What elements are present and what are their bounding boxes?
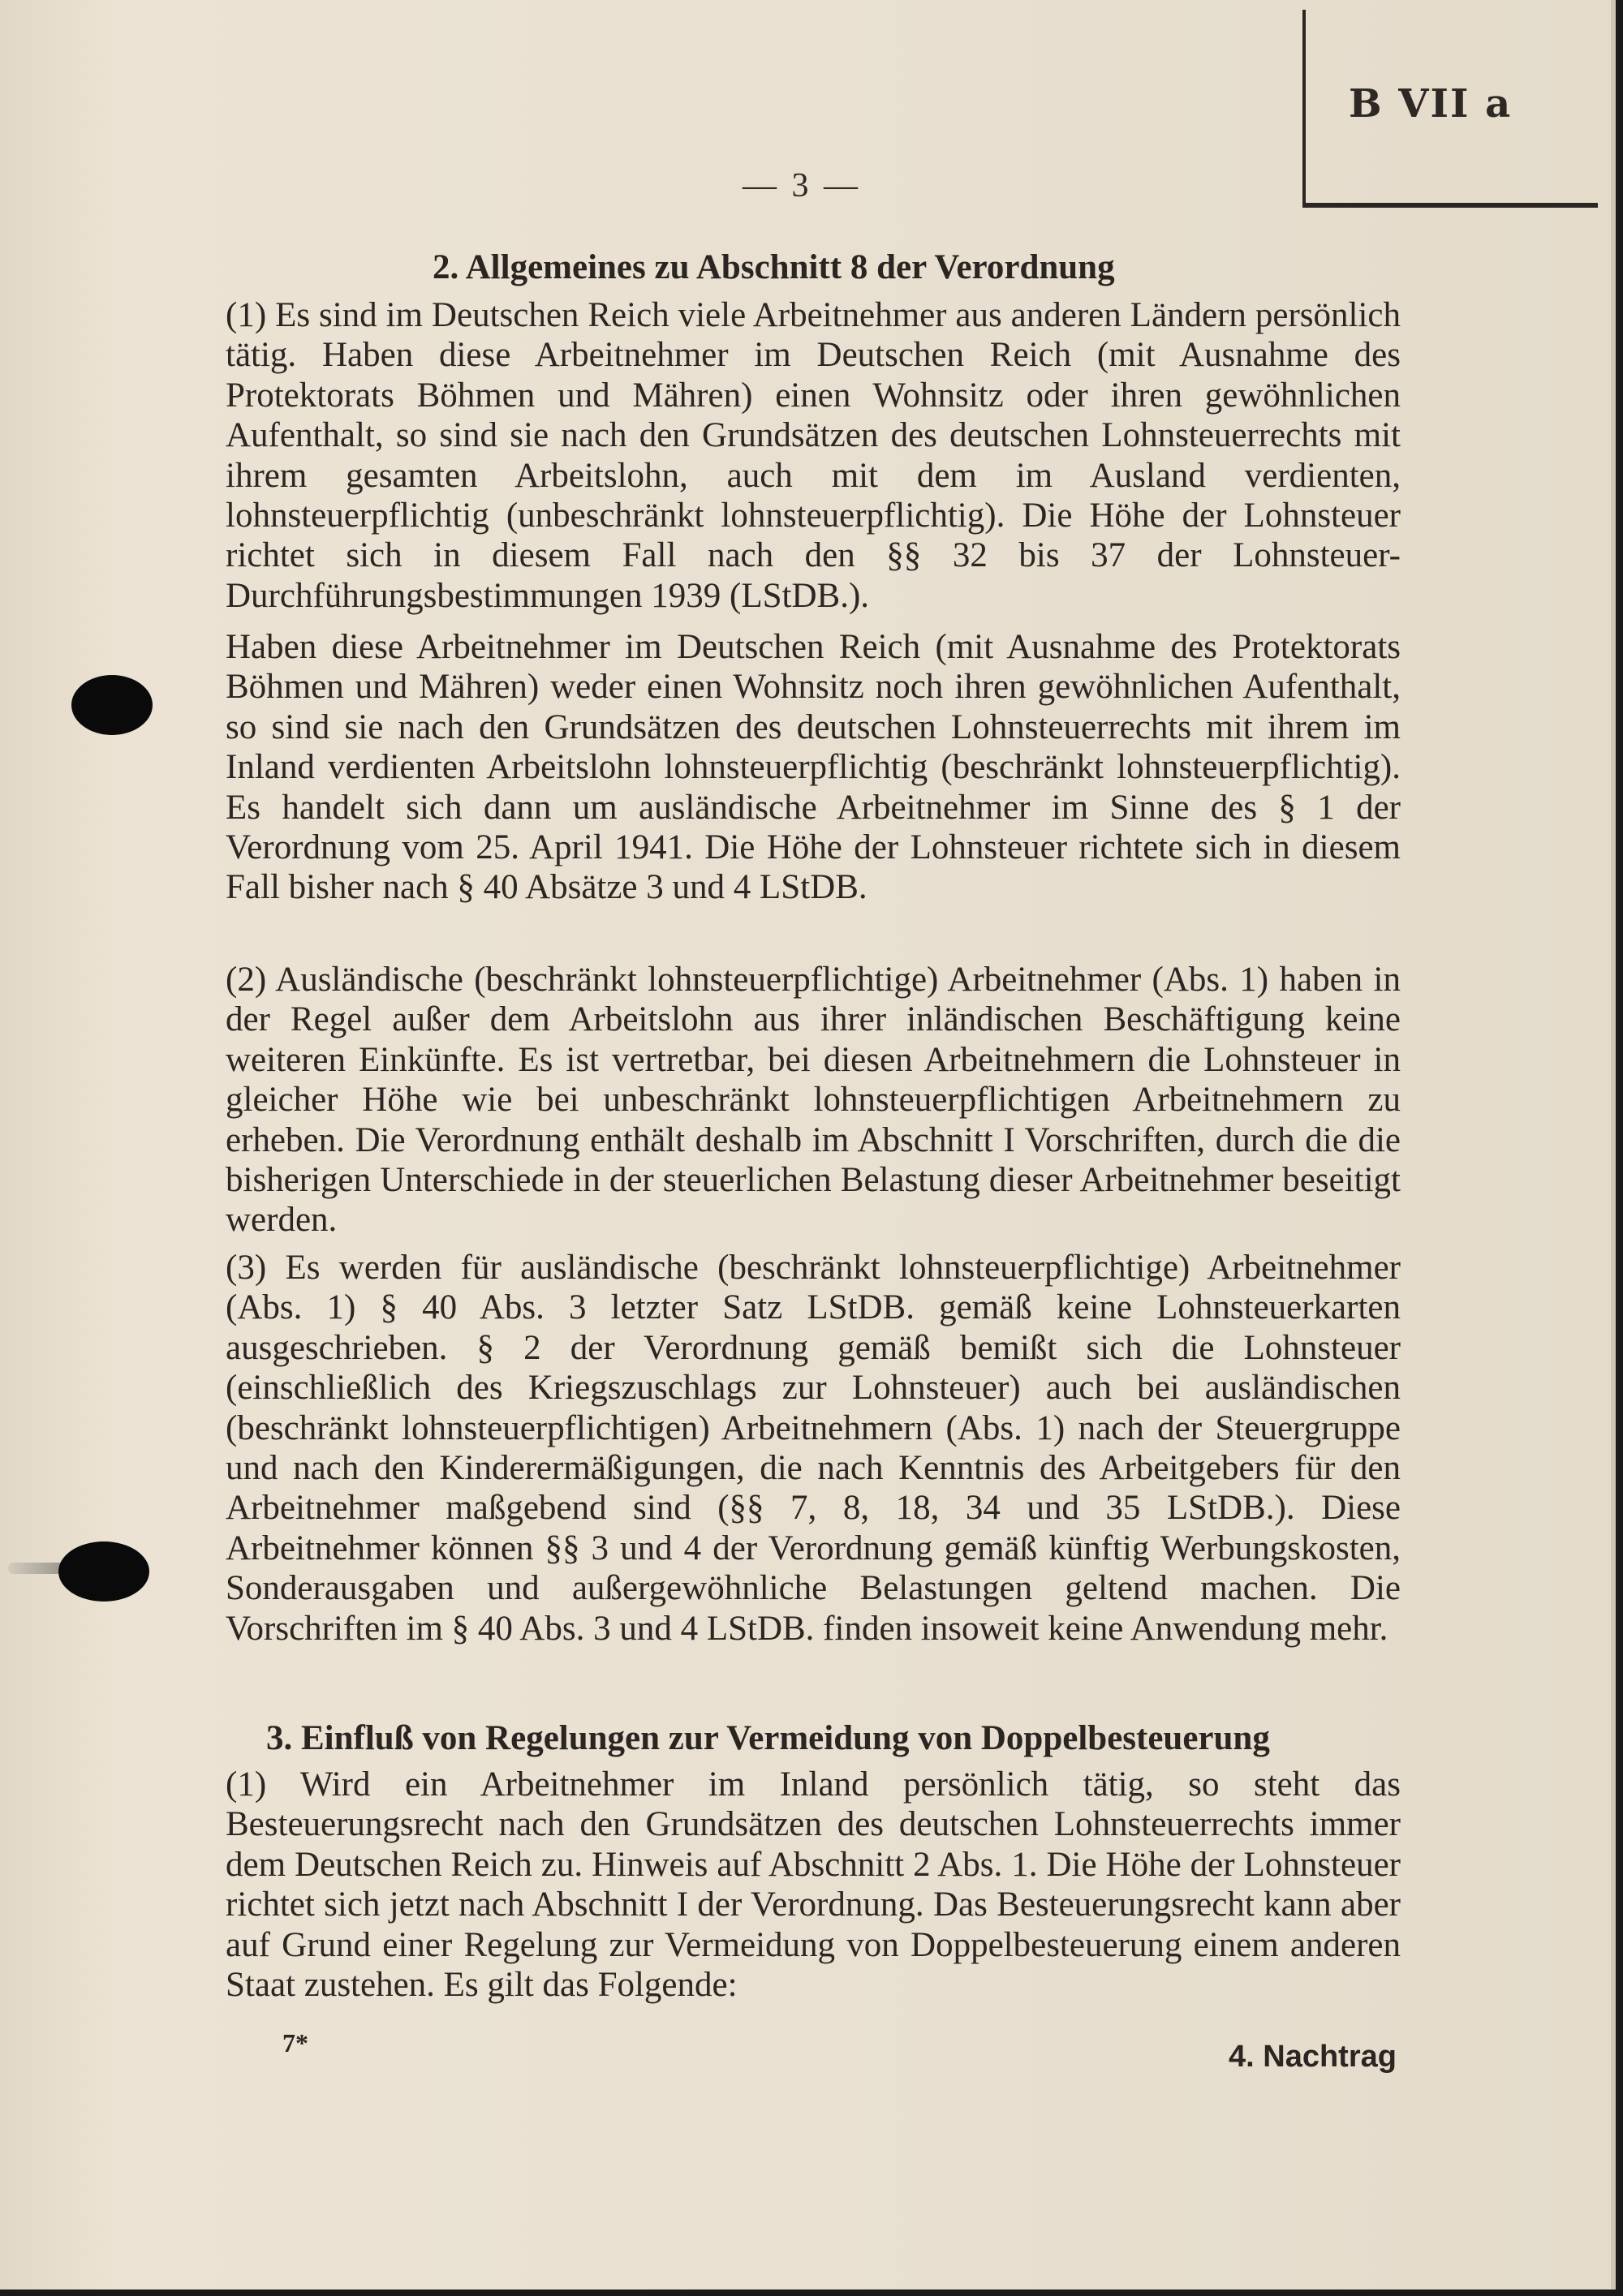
page-number: — 3 — bbox=[743, 167, 861, 204]
signature-mark: 7* bbox=[282, 2028, 308, 2057]
register-tab-label: B VII a bbox=[1349, 81, 1513, 127]
section-2-paragraph-1b: Haben diese Arbeitnehmer im Deutschen Reich (mit Ausnahme des Protektorats Böhmen und Mähren) weder einen Wohnsitz noch ihren gewöhnlichen Aufenthalt, so sind sie nach den Grundsätzen des deutschen Lohnsteuerrechts mit ihrem im Inland verdienten Arbeitslohn lohnsteuerpflichtig (beschränkt lohnsteuerpflichtig). Es handelt sich dann um ausländische Arbeitnehmer im Sinne des § 1 der Verordnung vom 25. April 1941. Die Höhe der Lohnsteuer richtete sich in diesem Fall bisher nach § 40 Absätze 3 und 4 LStDB. bbox=[226, 628, 1401, 907]
punch-hole-scuff bbox=[8, 1563, 65, 1574]
section-3-paragraph-1: (1) Wird ein Arbeitnehmer im Inland persönlich tätig, so steht das Besteuerungsrecht nach den Grundsätzen des deutschen Lohnsteuerrechts immer dem Deutschen Reich zu. Hinweis auf Abschnitt 2 Abs. 1. Die Höhe der Lohnsteuer richtet sich jetzt nach Abschnitt I der Verordnung. Das Besteuerungsrecht kann aber auf Grund einer Regelung zur Vermeidung von Doppelbesteuerung einem anderen Staat zustehen. Es gilt das Folgende: bbox=[226, 1765, 1401, 2005]
section-2-heading: 2. Allgemeines zu Abschnitt 8 der Verordnung bbox=[433, 248, 1115, 286]
section-2-paragraph-1a: (1) Es sind im Deutschen Reich viele Arbeitnehmer aus anderen Ländern persönlich tätig. Haben diese Arbeitnehmer im Deutschen Reich (mit Ausnahme des Protektorats Böhmen und Mähren) einen Wohnsitz oder ihren gewöhnlichen Aufenthalt, so sind sie nach den Grundsätzen des deutschen Lohnsteuerrechts mit ihrem gesamten Arbeitslohn, auch mit dem im Ausland verdienten, lohnsteuerpflichtig (unbeschränkt lohnsteuerpflichtig). Die Höhe der Lohnsteuer richtet sich in diesem Fall nach den §§ 32 bis 37 der Lohnsteuer-Durchführungsbestimmungen 1939 (LStDB.). bbox=[226, 296, 1401, 615]
supplement-label: 4. Nachtrag bbox=[1229, 2040, 1397, 2074]
section-2-paragraph-3: (3) Es werden für ausländische (beschränkt lohnsteuerpflichtige) Arbeitnehmer (Abs. 1) § 40 Abs. 3 letzter Satz LStDB. gemäß keine Lohnsteuerkarten ausgeschrieben. § 2 der Verordnung gemäß bemißt sich die Lohnsteuer (einschließlich des Kriegszuschlags zur Lohnsteuer) auch bei ausländischen (beschränkt lohnsteuerpflichtigen) Arbeitnehmern (Abs. 1) nach der Steuergruppe und nach den Kinderermäßigungen, die nach Kenntnis des Arbeitgebers für den Arbeitnehmer maßgebend sind (§§ 7, 8, 18, 34 und 35 LStDB.). Diese Arbeitnehmer können §§ 3 und 4 der Verordnung gemäß künftig Werbungskosten, Sonderausgaben und außergewöhnliche Belastungen geltend machen. Die Vorschriften im § 40 Abs. 3 und 4 LStDB. finden insoweit keine Anwendung mehr. bbox=[226, 1249, 1401, 1648]
section-2-paragraph-2: (2) Ausländische (beschränkt lohnsteuerpflichtige) Arbeitnehmer (Abs. 1) haben in der Regel außer dem Arbeitslohn aus ihrer inländischen Beschäftigung keine weiteren Einkünfte. Es ist vertretbar, bei diesen Arbeitnehmern die Lohnsteuer in gleicher Höhe wie bei unbeschränkt lohnsteuerpflichtigen Arbeitnehmern zu erheben. Die Verordnung enthält deshalb im Abschnitt I Vorschriften, durch die die bisherigen Unterschiede in der steuerlichen Belastung dieser Arbeitnehmer beseitigt werden. bbox=[226, 961, 1401, 1240]
punch-hole-bottom bbox=[58, 1541, 149, 1602]
punch-hole-top bbox=[71, 675, 153, 735]
section-3-heading: 3. Einfluß von Regelungen zur Vermeidung von Doppelbesteuerung bbox=[266, 1719, 1270, 1757]
